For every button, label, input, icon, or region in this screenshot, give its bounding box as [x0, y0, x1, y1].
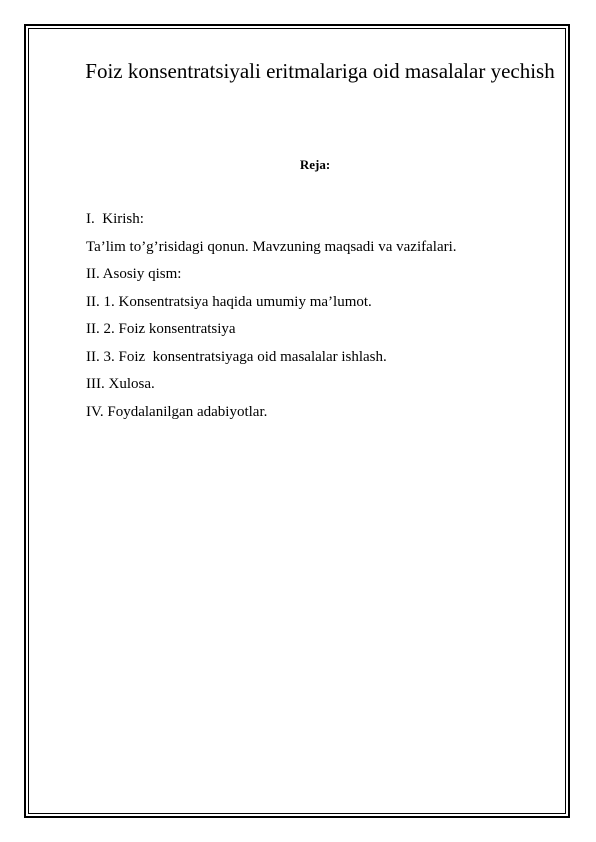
plan-item-main-part: II. Asosiy qism: — [86, 266, 182, 282]
plan-item-concentration-info: II. 1. Konsentratsiya haqida umumiy ma’lumot. — [86, 293, 372, 310]
plan-heading: Reja: — [299, 157, 331, 172]
plan-item-problems: II. 3. Foiz konsentratsiyaga oid masalalar ishlash. — [86, 348, 387, 365]
plan-item-references: IV. Foydalanilgan adabiyotlar. — [86, 403, 268, 420]
document-title: Foiz konsentratsiyali eritmalariga oid masalalar yechish — [85, 59, 555, 83]
plan-item-introduction: I. Kirish: — [86, 211, 144, 227]
plan-list — [86, 206, 457, 426]
plan-item-law-goals: Ta’lim to’g’risidagi qonun. Mavzuning maqsadi va vazifalari. — [86, 238, 457, 255]
plan-item-percent-concentration: II. 2. Foiz konsentratsiya — [86, 321, 236, 337]
plan-item-conclusion: III. Xulosa. — [86, 376, 155, 392]
